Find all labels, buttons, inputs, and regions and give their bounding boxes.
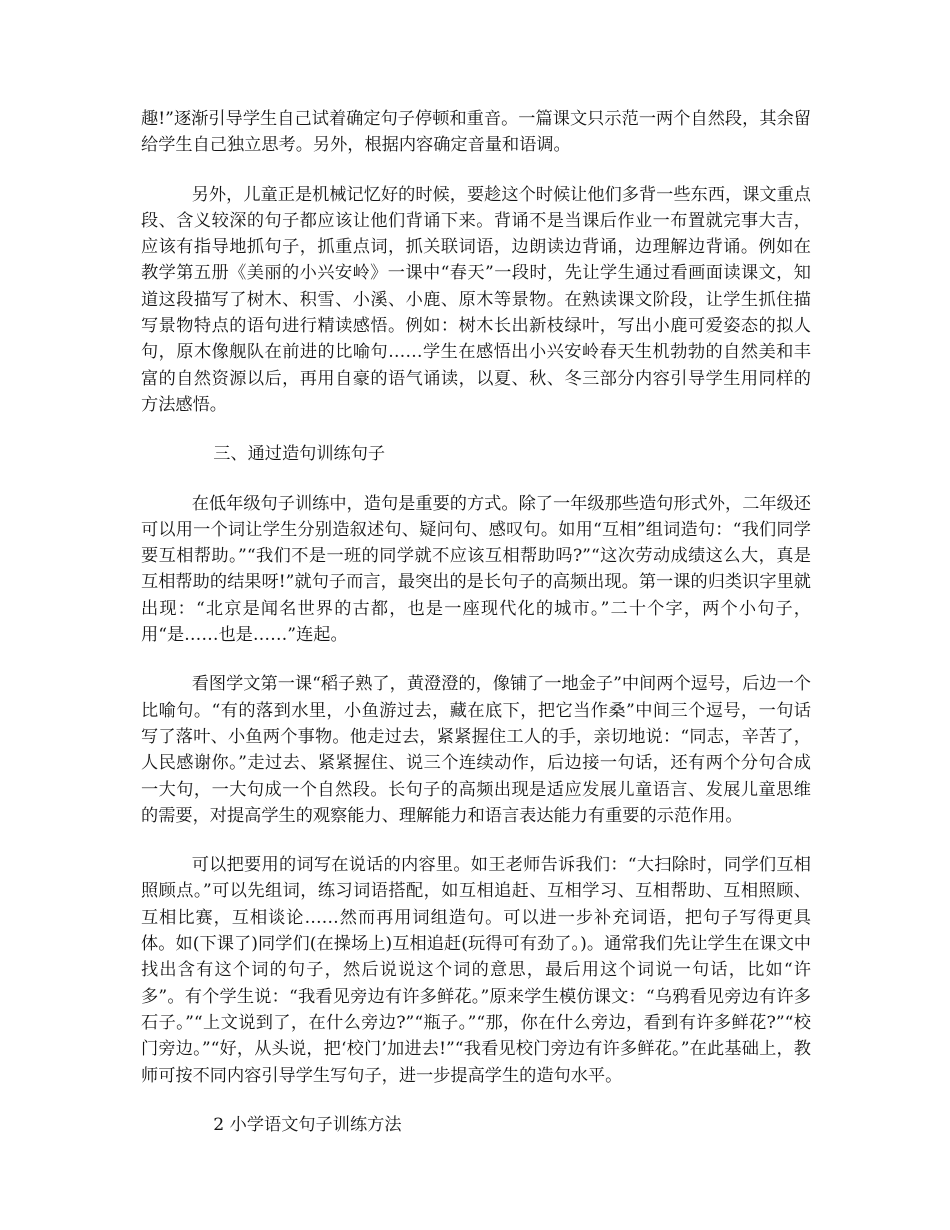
section-heading-training-methods: 2 小学语文句子训练方法 <box>213 1114 402 1135</box>
paragraph-memorization: 另外，儿童正是机械记忆好的时候，要趁这个时候让他们多背一些东西，课文重点段、含义较深的句子都应该让他们背诵下来。背诵不是当课后作业一布置就完事大吉，应该有指导地抓句子，抓重点词，抓关联词语，边朗读边背诵，边理解边背诵。例如在教学第五册《美丽的小兴安岭》一课中“春天”一段时，先让学生通过看画面读课文，知道这段描写了树木、积雪、小溪、小鹿、原木等景物。在熟读课文阶段，让学生抓住描写景物特点的语句进行精读感悟。例如：树木长出新枝绿叶，写出小鹿可爱姿态的拟人句，原木像舰队在前进的比喻句……学生在感悟出小兴安岭春天生机勃勃的自然美和丰富的自然资源以后，再用自豪的语气诵读，以夏、秋、冬三部分内容引导学生用同样的方法感悟。 <box>141 184 811 415</box>
document-body <box>141 106 811 1161</box>
section-heading-sentence-making: 三、通过造句训练句子 <box>213 444 386 465</box>
paragraph-continuation: 趣!”逐渐引导学生自己试着确定句子停顿和重音。一篇课文只示范一两个自然段，其余留给学生自己独立思考。另外，根据内容确定音量和语调。 <box>141 109 811 156</box>
paragraph-picture-reading: 看图学文第一课“稻子熟了，黄澄澄的，像铺了一地金子”中间两个逗号，后边一个比喻句。“有的落到水里，小鱼游过去，藏在底下，把它当作桑”中间三个逗号，一句话写了落叶、小鱼两个事物。他走过去，紧紧握住工人的手，亲切地说：“同志，辛苦了，人民感谢你。”走过去、紧紧握住、说三个连续动作，后边接一句话，还有两个分句合成一大句，一大句成一个自然段。长句子的高频出现是适应发展儿童语言、发展儿童思维的需要，对提高学生的观察能力、理解能力和语言表达能力有重要的示范作用。 <box>141 674 811 826</box>
paragraph-word-usage: 可以把要用的词写在说话的内容里。如王老师告诉我们：“大扫除时，同学们互相照顾点。”可以先组词，练习词语搭配，如互相追赶、互相学习、互相帮助、互相照顾、互相比赛，互相谈论……然而再用词组造句。可以进一步补充词语，把句子写得更具体。如(下课了)同学们(在操场上)互相追赶(玩得可有劲了。)。通常我们先让学生在课文中找出含有这个词的句子，然后说说这个词的意思，最后用这个词说一句话，比如“许多”。有个学生说：“我看见旁边有许多鲜花。”原来学生模仿课文：“乌鸦看见旁边有许多石子。”“上文说到了，在什么旁边?”“瓶子。”“那，你在什么旁边，看到有许多鲜花?”“校门旁边。”“好，从头说，把‘校门’加进去!”“我看见校门旁边有许多鲜花。”在此基础上，教师可按不同内容引导学生写句子，进一步提高学生的造句水平。 <box>141 855 811 1086</box>
paragraph-sentence-making: 在低年级句子训练中，造句是重要的方式。除了一年级那些造句形式外，二年级还可以用一个词让学生分别造叙述句、疑问句、感叹句。如用“互相”组词造句：“我们同学要互相帮助。”“我们不是一班的同学就不应该互相帮助吗?”“这次劳动成绩这么大，真是互相帮助的结果呀!”就句子而言，最突出的是长句子的高频出现。第一课的归类识字里就出现：“北京是闻名世界的古都，也是一座现代化的城市。”二十个字，两个小句子，用“是……也是……”连起。 <box>141 493 811 646</box>
